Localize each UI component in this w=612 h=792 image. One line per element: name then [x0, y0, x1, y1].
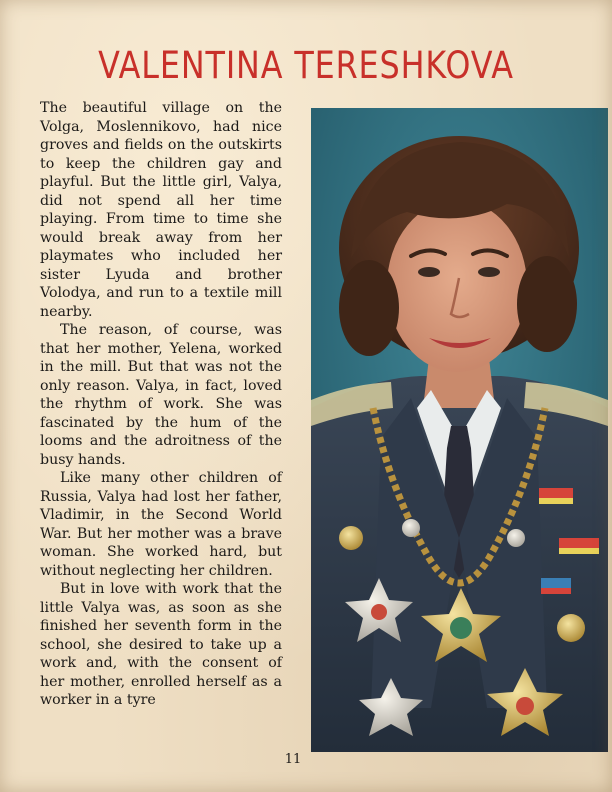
right-eye [478, 267, 500, 277]
paragraph-1: The beautiful village on the Volga, Moslennikovo, had nice groves and fields on the outskirts to keep the children gay and playful. But the little girl, Valya, did not spend all her time playing. From time to time she would break away from her playmates who included her sister Lyuda and brother Volodya, and run to a textile mill nearby. [40, 100, 282, 320]
article-body [40, 99, 282, 710]
paragraph-3: Like many other children of Russia, Valya had lost her father, Vladimir, in the Second World War. But her mother was a brave woman. She worked hard, but without neglecting her children. [40, 470, 282, 579]
left-eye [418, 267, 440, 277]
paragraph-2: The reason, of course, was that her mother, Yelena, worked in the mill. But that was not the only reason. Valya, in fact, loved the rhythm of work. She was fascinated by the hum of the looms and the adroitness of the busy hands. [40, 322, 282, 468]
hair-right-curl [517, 256, 577, 352]
hair-left-curl [339, 260, 399, 356]
page-number: 11 [284, 752, 302, 767]
paragraph-4: But in love with work that the little Valya was, as soon as she finished her seventh form in the school, she desired to take up a work and, with the consent of her mother, enrolled herself as a worker in a tyre [40, 581, 282, 708]
portrait-photo [311, 108, 608, 752]
article-title: VALENTINA TERESHKOVA [98, 44, 514, 87]
